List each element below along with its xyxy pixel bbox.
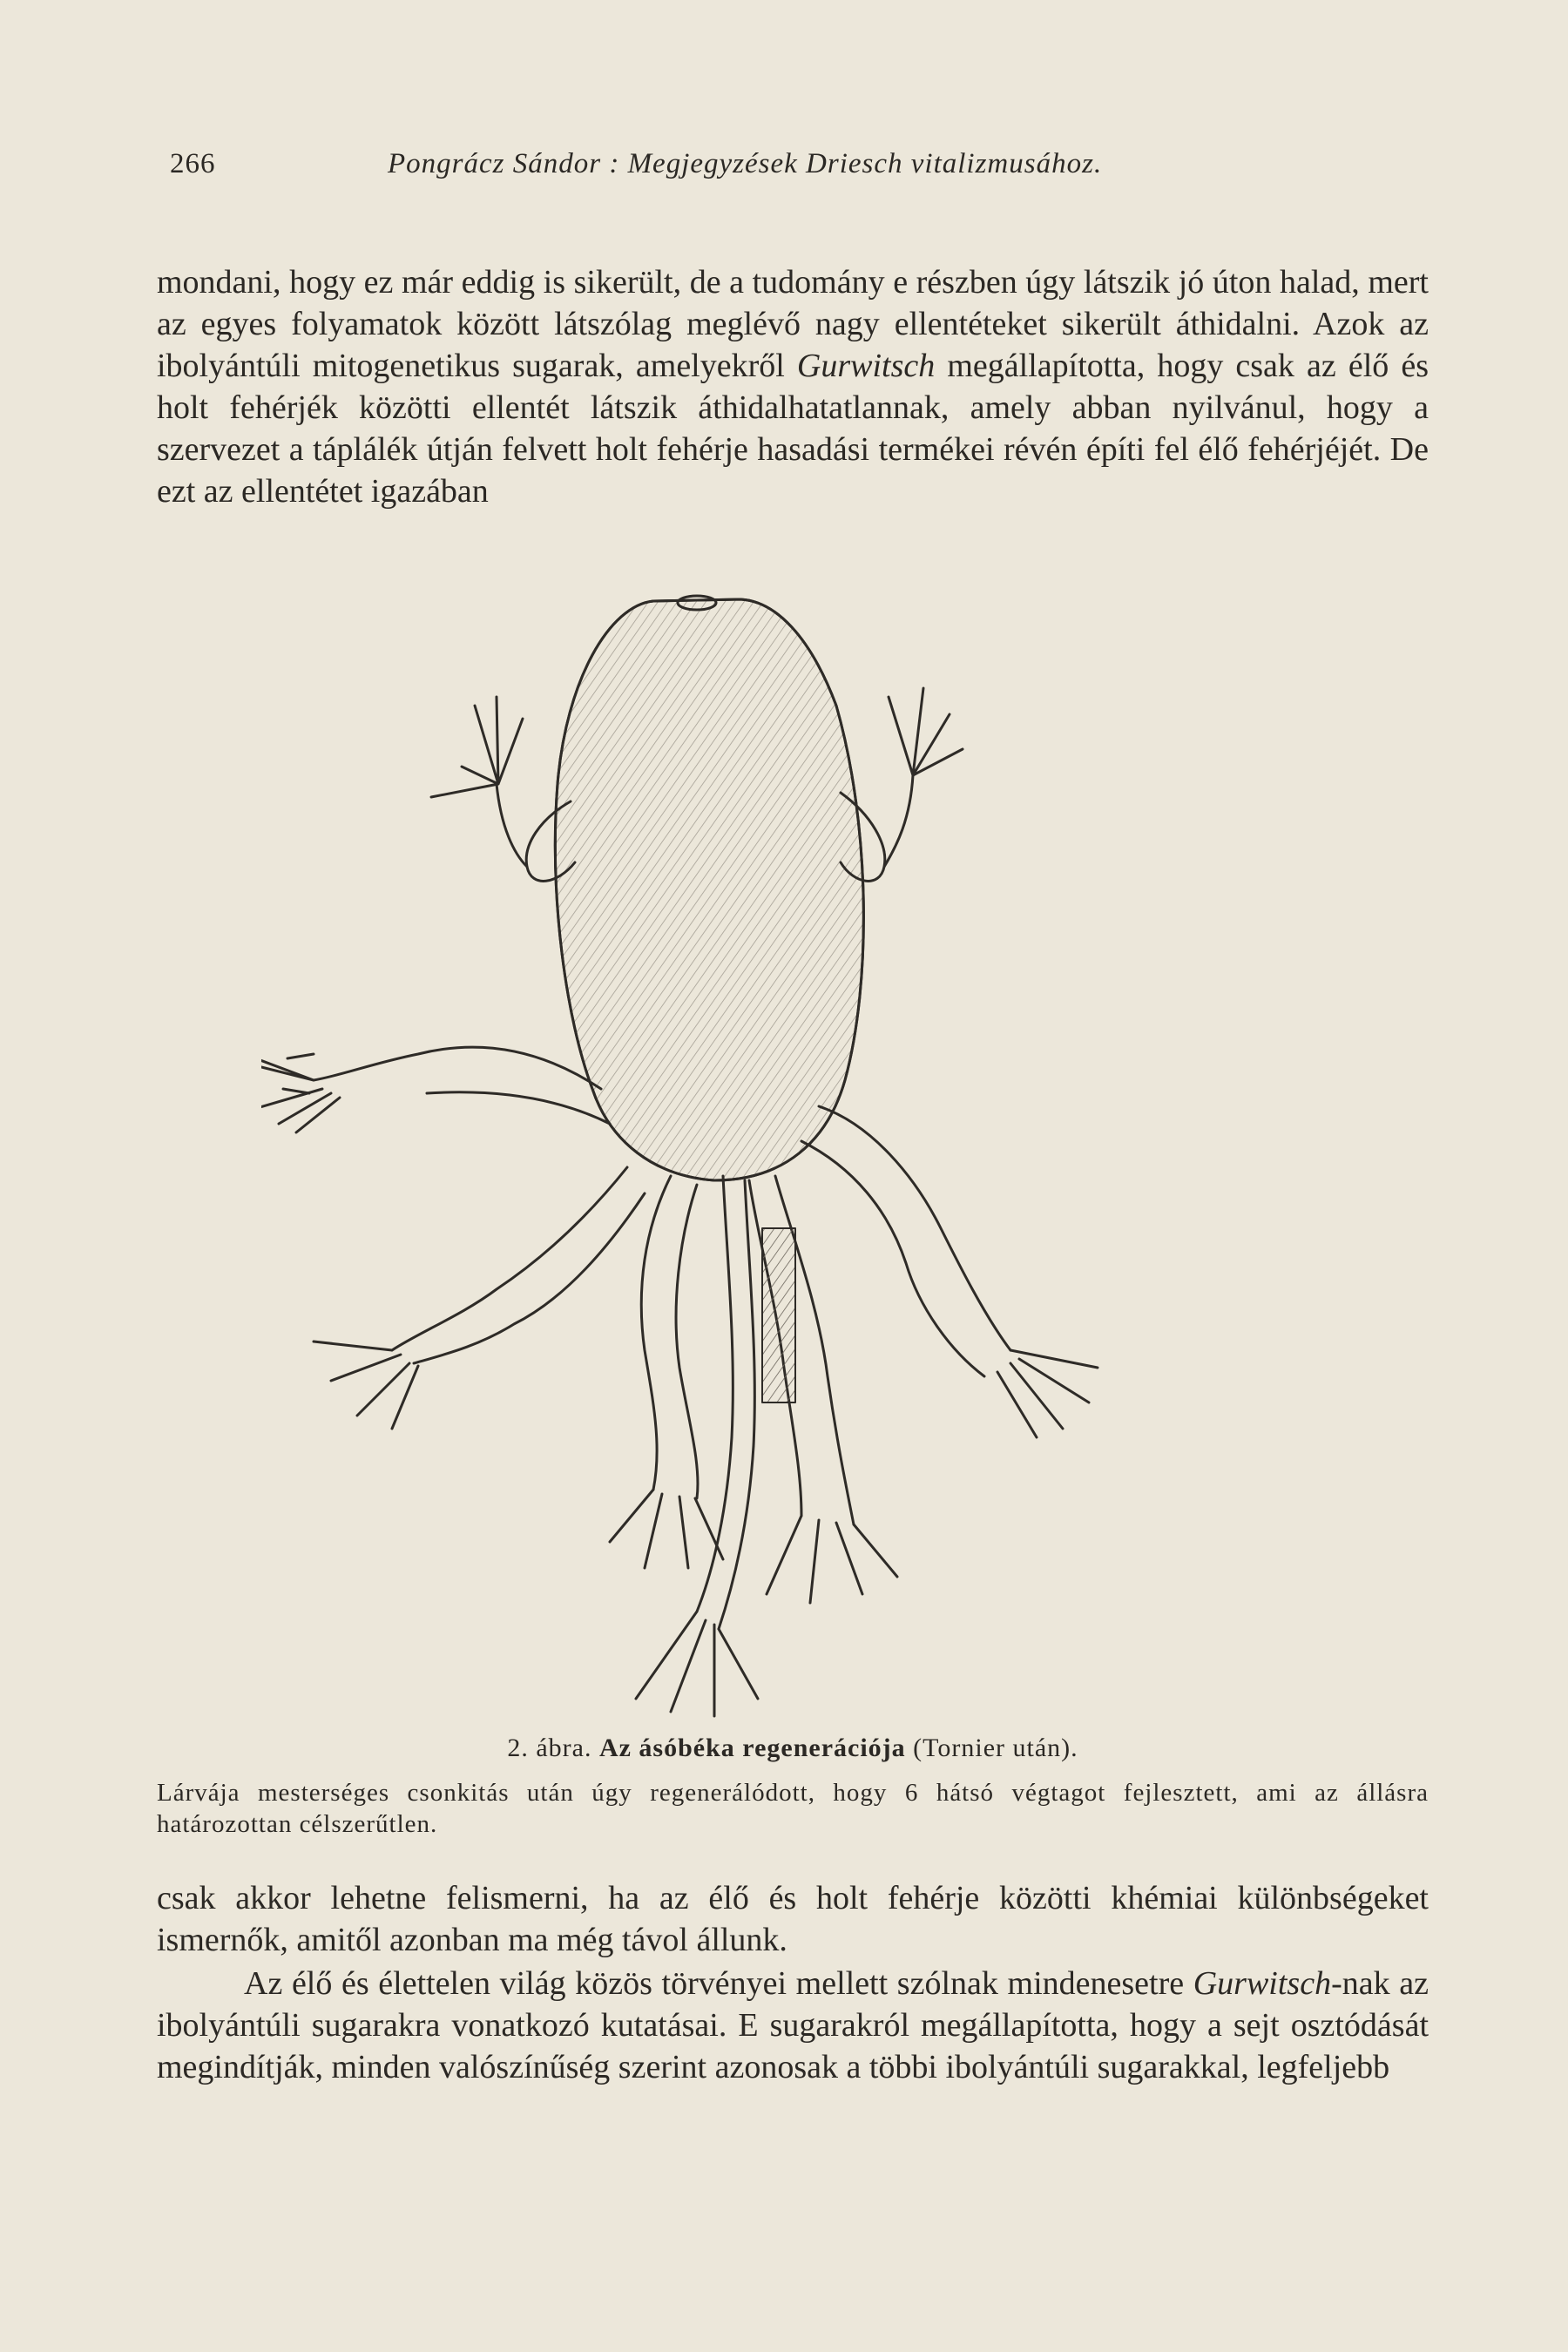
author-name: Gurwitsch — [1193, 1965, 1332, 2002]
paragraph-bottom-2: Az élő és élettelen világ közös törvényei mellett szólnak mindenesetre Gurwitsch-nak az ibolyántúli sugarakra vonatkozó kutatásai. E sugarakról megállapította, hogy a sejt osztódását megindítják, minden valószínűség szerint azonosak a többi ibolyántúli sugarakkal, legfeljebb — [157, 1965, 1429, 2085]
running-title: Pongrácz Sándor : Megjegyzések Driesch vitalizmusához. — [388, 148, 1103, 179]
figure-caption-title: 2. ábra. Az ásóbéka regenerációja (Tornier után). — [507, 1734, 1078, 1762]
page-number: 266 — [170, 148, 216, 179]
frog-figure — [261, 566, 1307, 1725]
paragraph-bottom-1: csak akkor lehetne felismerni, ha az élő és holt fehérje közötti khémiai különbségeket ismernők, amitől azonban ma még távol állunk. — [157, 1880, 1429, 1958]
page-header — [170, 148, 1424, 192]
paragraph-top: mondani, hogy ez már eddig is sikerült, de a tudomány e részben úgy látszik jó úton halad, mert az egyes folyamatok között látszólag meglévő nagy ellentéteket sikerült áthidalni. Azok az ibolyántúli mitogenetikus sugarak, amelyekről Gurwitsch megállapította, hogy csak az élő és holt fehérjék közötti ellentét látszik áthidalhatatlannak, amely abban nyilvánul, hogy a szervezet a táplálék útján felvett holt fehérje hasadási termékei révén építi fel élő fehérjéjét. De ezt az ellentétet igazában — [157, 264, 1429, 510]
frog-body — [555, 599, 863, 1180]
figure-caption-description: Lárvája mesterséges csonkitás után úgy regenerálódott, hogy 6 hátsó végtagot fejlesztett, ami az állásra határozottan célszerűtlen. — [157, 1779, 1429, 1838]
author-name: Gurwitsch — [796, 348, 936, 384]
frog-six-legs-illustration-icon — [261, 566, 1307, 1725]
